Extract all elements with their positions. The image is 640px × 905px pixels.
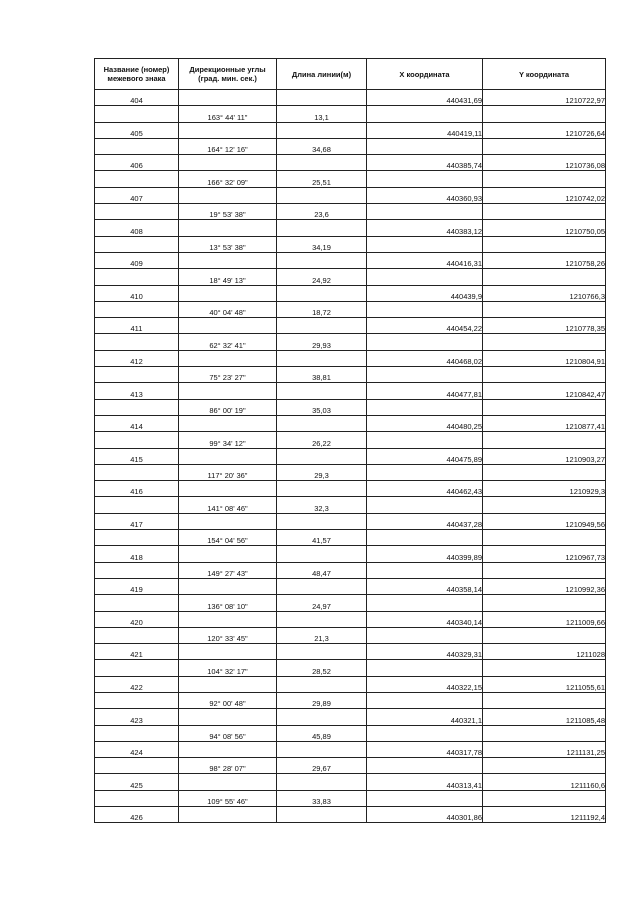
cell-line-length: 24,97 <box>277 595 367 611</box>
cell-point-name <box>95 171 179 187</box>
cell-direction-angle: 86° 00' 19" <box>179 399 277 415</box>
table-row <box>95 318 606 334</box>
cell-direction-angle: 19° 53' 38" <box>179 204 277 220</box>
table-row <box>95 252 606 268</box>
cell-line-length: 34,68 <box>277 138 367 154</box>
cell-direction-angle: 92° 00' 48" <box>179 692 277 708</box>
cell-point-name <box>95 464 179 480</box>
table-row <box>95 269 606 285</box>
table-row <box>95 595 606 611</box>
cell-x-coordinate <box>367 399 483 415</box>
cell-y-coordinate: 1210903,27 <box>483 448 606 464</box>
cell-x-coordinate: 440313,41 <box>367 774 483 790</box>
cell-x-coordinate: 440419,11 <box>367 122 483 138</box>
cell-y-coordinate <box>483 334 606 350</box>
cell-x-coordinate <box>367 725 483 741</box>
cell-line-length <box>277 415 367 431</box>
table-row <box>95 741 606 757</box>
table-row <box>95 236 606 252</box>
cell-point-name: 426 <box>95 807 179 823</box>
cell-point-name: 420 <box>95 611 179 627</box>
cell-direction-angle: 120° 33' 45" <box>179 627 277 643</box>
cell-line-length: 34,19 <box>277 236 367 252</box>
cell-x-coordinate <box>367 236 483 252</box>
cell-point-name <box>95 106 179 122</box>
cell-x-coordinate <box>367 171 483 187</box>
coordinates-table <box>94 58 606 823</box>
cell-y-coordinate <box>483 432 606 448</box>
cell-y-coordinate: 1210842,47 <box>483 383 606 399</box>
cell-direction-angle <box>179 350 277 366</box>
cell-x-coordinate: 440322,15 <box>367 676 483 692</box>
cell-direction-angle <box>179 741 277 757</box>
table-row <box>95 676 606 692</box>
cell-x-coordinate: 440480,25 <box>367 415 483 431</box>
cell-direction-angle <box>179 285 277 301</box>
cell-y-coordinate: 1210742,02 <box>483 187 606 203</box>
cell-y-coordinate: 1211131,25 <box>483 741 606 757</box>
cell-line-length: 35,03 <box>277 399 367 415</box>
cell-point-name <box>95 301 179 317</box>
cell-direction-angle <box>179 415 277 431</box>
cell-y-coordinate <box>483 171 606 187</box>
cell-y-coordinate <box>483 562 606 578</box>
cell-line-length: 25,51 <box>277 171 367 187</box>
cell-direction-angle <box>179 481 277 497</box>
cell-direction-angle: 163° 44' 11" <box>179 106 277 122</box>
cell-y-coordinate <box>483 627 606 643</box>
cell-direction-angle <box>179 383 277 399</box>
cell-line-length: 29,93 <box>277 334 367 350</box>
cell-x-coordinate: 440462,43 <box>367 481 483 497</box>
cell-y-coordinate <box>483 236 606 252</box>
cell-y-coordinate <box>483 758 606 774</box>
cell-y-coordinate: 1210804,91 <box>483 350 606 366</box>
cell-y-coordinate <box>483 301 606 317</box>
cell-y-coordinate <box>483 204 606 220</box>
cell-x-coordinate: 440383,12 <box>367 220 483 236</box>
table-row <box>95 644 606 660</box>
cell-y-coordinate <box>483 399 606 415</box>
header-angle: Дирекционные углы (град. мин. сек.) <box>179 59 277 90</box>
cell-x-coordinate: 440329,31 <box>367 644 483 660</box>
cell-direction-angle: 141° 08' 46" <box>179 497 277 513</box>
cell-x-coordinate <box>367 138 483 154</box>
cell-direction-angle <box>179 546 277 562</box>
cell-direction-angle: 109° 55' 46" <box>179 790 277 806</box>
cell-point-name: 421 <box>95 644 179 660</box>
cell-line-length: 41,57 <box>277 530 367 546</box>
cell-y-coordinate <box>483 138 606 154</box>
cell-line-length <box>277 90 367 106</box>
cell-point-name <box>95 790 179 806</box>
cell-direction-angle <box>179 578 277 594</box>
cell-direction-angle: 18° 49' 13" <box>179 269 277 285</box>
cell-line-length <box>277 774 367 790</box>
cell-direction-angle <box>179 90 277 106</box>
cell-point-name <box>95 334 179 350</box>
cell-line-length <box>277 676 367 692</box>
cell-direction-angle: 62° 32' 41" <box>179 334 277 350</box>
cell-x-coordinate: 440301,86 <box>367 807 483 823</box>
cell-y-coordinate: 1210766,3 <box>483 285 606 301</box>
cell-y-coordinate: 1210722,97 <box>483 90 606 106</box>
cell-line-length <box>277 350 367 366</box>
cell-point-name: 414 <box>95 415 179 431</box>
table-row <box>95 367 606 383</box>
cell-line-length <box>277 513 367 529</box>
cell-y-coordinate: 1211009,66 <box>483 611 606 627</box>
cell-line-length: 29,3 <box>277 464 367 480</box>
cell-line-length: 28,52 <box>277 660 367 676</box>
cell-line-length: 48,47 <box>277 562 367 578</box>
table-row <box>95 415 606 431</box>
cell-point-name: 406 <box>95 155 179 171</box>
cell-x-coordinate <box>367 627 483 643</box>
cell-y-coordinate: 1211028 <box>483 644 606 660</box>
table-row <box>95 220 606 236</box>
cell-point-name: 418 <box>95 546 179 562</box>
cell-y-coordinate <box>483 269 606 285</box>
cell-line-length: 24,92 <box>277 269 367 285</box>
cell-x-coordinate: 440358,14 <box>367 578 483 594</box>
table-row <box>95 448 606 464</box>
cell-y-coordinate <box>483 660 606 676</box>
cell-line-length <box>277 578 367 594</box>
cell-x-coordinate <box>367 106 483 122</box>
cell-y-coordinate: 1210736,08 <box>483 155 606 171</box>
table-row <box>95 807 606 823</box>
cell-point-name: 412 <box>95 350 179 366</box>
table-row <box>95 334 606 350</box>
cell-direction-angle: 136° 08' 10" <box>179 595 277 611</box>
cell-y-coordinate <box>483 595 606 611</box>
cell-x-coordinate: 440468,02 <box>367 350 483 366</box>
cell-line-length <box>277 481 367 497</box>
cell-x-coordinate: 440317,78 <box>367 741 483 757</box>
cell-y-coordinate <box>483 464 606 480</box>
cell-x-coordinate: 440439,9 <box>367 285 483 301</box>
cell-y-coordinate: 1210778,35 <box>483 318 606 334</box>
table-row <box>95 301 606 317</box>
cell-line-length: 33,83 <box>277 790 367 806</box>
cell-line-length: 23,6 <box>277 204 367 220</box>
table-row <box>95 122 606 138</box>
cell-point-name: 407 <box>95 187 179 203</box>
cell-x-coordinate <box>367 595 483 611</box>
table-row <box>95 578 606 594</box>
table-row <box>95 350 606 366</box>
cell-x-coordinate: 440475,89 <box>367 448 483 464</box>
cell-direction-angle: 104° 32' 17" <box>179 660 277 676</box>
cell-x-coordinate <box>367 301 483 317</box>
cell-direction-angle <box>179 122 277 138</box>
cell-x-coordinate <box>367 367 483 383</box>
cell-direction-angle <box>179 774 277 790</box>
cell-direction-angle: 149° 27' 43" <box>179 562 277 578</box>
cell-direction-angle: 98° 28' 07" <box>179 758 277 774</box>
cell-line-length <box>277 285 367 301</box>
cell-x-coordinate: 440437,28 <box>367 513 483 529</box>
cell-point-name: 422 <box>95 676 179 692</box>
cell-y-coordinate <box>483 692 606 708</box>
cell-y-coordinate: 1210992,36 <box>483 578 606 594</box>
table-row <box>95 204 606 220</box>
cell-y-coordinate: 1211055,61 <box>483 676 606 692</box>
cell-y-coordinate <box>483 367 606 383</box>
cell-y-coordinate: 1211192,4 <box>483 807 606 823</box>
cell-line-length <box>277 318 367 334</box>
cell-direction-angle <box>179 676 277 692</box>
cell-y-coordinate: 1211085,48 <box>483 709 606 725</box>
table-row <box>95 530 606 546</box>
cell-point-name <box>95 236 179 252</box>
cell-y-coordinate <box>483 106 606 122</box>
cell-x-coordinate <box>367 530 483 546</box>
cell-x-coordinate: 440454,22 <box>367 318 483 334</box>
table-row <box>95 138 606 154</box>
header-length: Длина линии(м) <box>277 59 367 90</box>
cell-direction-angle: 40° 04' 48" <box>179 301 277 317</box>
cell-point-name <box>95 367 179 383</box>
cell-y-coordinate: 1211160,6 <box>483 774 606 790</box>
cell-line-length <box>277 709 367 725</box>
table-row <box>95 546 606 562</box>
cell-x-coordinate <box>367 758 483 774</box>
table-row <box>95 562 606 578</box>
cell-point-name: 419 <box>95 578 179 594</box>
cell-line-length: 29,89 <box>277 692 367 708</box>
header-name: Название (номер) межевого знака <box>95 59 179 90</box>
cell-x-coordinate <box>367 692 483 708</box>
cell-direction-angle <box>179 220 277 236</box>
cell-line-length: 13,1 <box>277 106 367 122</box>
cell-point-name: 408 <box>95 220 179 236</box>
cell-x-coordinate: 440321,1 <box>367 709 483 725</box>
cell-y-coordinate: 1210929,3 <box>483 481 606 497</box>
cell-direction-angle: 99° 34' 12" <box>179 432 277 448</box>
table-row <box>95 660 606 676</box>
cell-line-length: 29,67 <box>277 758 367 774</box>
cell-y-coordinate: 1210949,56 <box>483 513 606 529</box>
cell-point-name <box>95 497 179 513</box>
cell-y-coordinate: 1210758,26 <box>483 252 606 268</box>
cell-point-name: 410 <box>95 285 179 301</box>
cell-line-length <box>277 448 367 464</box>
cell-point-name: 409 <box>95 252 179 268</box>
cell-line-length <box>277 187 367 203</box>
cell-direction-angle: 164° 12' 16" <box>179 138 277 154</box>
cell-point-name: 417 <box>95 513 179 529</box>
cell-point-name <box>95 204 179 220</box>
cell-point-name: 415 <box>95 448 179 464</box>
cell-direction-angle <box>179 611 277 627</box>
cell-point-name <box>95 399 179 415</box>
cell-line-length <box>277 644 367 660</box>
cell-direction-angle <box>179 644 277 660</box>
cell-line-length <box>277 611 367 627</box>
cell-line-length <box>277 546 367 562</box>
table-body <box>95 90 606 823</box>
cell-x-coordinate: 440340,14 <box>367 611 483 627</box>
cell-direction-angle <box>179 252 277 268</box>
cell-line-length: 21,3 <box>277 627 367 643</box>
table-row <box>95 383 606 399</box>
table-row <box>95 758 606 774</box>
cell-y-coordinate <box>483 530 606 546</box>
table-row <box>95 90 606 106</box>
cell-line-length: 32,3 <box>277 497 367 513</box>
cell-x-coordinate: 440416,31 <box>367 252 483 268</box>
cell-point-name: 404 <box>95 90 179 106</box>
table-row <box>95 399 606 415</box>
table-row <box>95 513 606 529</box>
cell-direction-angle <box>179 807 277 823</box>
table-row <box>95 774 606 790</box>
cell-x-coordinate <box>367 204 483 220</box>
cell-x-coordinate <box>367 269 483 285</box>
cell-x-coordinate <box>367 497 483 513</box>
cell-direction-angle: 13° 53' 38" <box>179 236 277 252</box>
table-row <box>95 187 606 203</box>
cell-line-length: 45,89 <box>277 725 367 741</box>
header-y: Y координата <box>483 59 606 90</box>
cell-point-name <box>95 530 179 546</box>
header-x: X координата <box>367 59 483 90</box>
cell-x-coordinate: 440360,93 <box>367 187 483 203</box>
cell-point-name <box>95 758 179 774</box>
cell-direction-angle: 94° 08' 56" <box>179 725 277 741</box>
cell-x-coordinate <box>367 432 483 448</box>
cell-point-name: 411 <box>95 318 179 334</box>
cell-line-length <box>277 155 367 171</box>
cell-point-name <box>95 562 179 578</box>
cell-point-name <box>95 660 179 676</box>
cell-line-length <box>277 741 367 757</box>
table-row <box>95 285 606 301</box>
cell-y-coordinate <box>483 790 606 806</box>
cell-point-name <box>95 692 179 708</box>
cell-line-length: 18,72 <box>277 301 367 317</box>
cell-direction-angle <box>179 448 277 464</box>
cell-point-name <box>95 269 179 285</box>
cell-line-length <box>277 807 367 823</box>
cell-x-coordinate <box>367 790 483 806</box>
table-row <box>95 692 606 708</box>
cell-y-coordinate: 1210877,41 <box>483 415 606 431</box>
table-row <box>95 432 606 448</box>
cell-line-length <box>277 220 367 236</box>
cell-point-name: 416 <box>95 481 179 497</box>
cell-point-name <box>95 432 179 448</box>
table-row <box>95 611 606 627</box>
cell-direction-angle <box>179 513 277 529</box>
cell-direction-angle: 75° 23' 27" <box>179 367 277 383</box>
cell-y-coordinate <box>483 725 606 741</box>
table-row <box>95 627 606 643</box>
cell-point-name: 423 <box>95 709 179 725</box>
cell-point-name: 413 <box>95 383 179 399</box>
cell-direction-angle <box>179 709 277 725</box>
cell-x-coordinate: 440431,69 <box>367 90 483 106</box>
table-row <box>95 725 606 741</box>
cell-y-coordinate <box>483 497 606 513</box>
cell-x-coordinate: 440477,81 <box>367 383 483 399</box>
cell-line-length <box>277 383 367 399</box>
table-row <box>95 790 606 806</box>
cell-direction-angle: 166° 32' 09" <box>179 171 277 187</box>
table-row <box>95 497 606 513</box>
cell-x-coordinate <box>367 334 483 350</box>
cell-point-name <box>95 725 179 741</box>
cell-x-coordinate <box>367 660 483 676</box>
cell-point-name: 405 <box>95 122 179 138</box>
table-row <box>95 464 606 480</box>
cell-x-coordinate: 440399,89 <box>367 546 483 562</box>
table-row <box>95 155 606 171</box>
table-row <box>95 709 606 725</box>
cell-line-length: 38,81 <box>277 367 367 383</box>
cell-direction-angle <box>179 187 277 203</box>
table-row <box>95 171 606 187</box>
cell-x-coordinate <box>367 562 483 578</box>
cell-line-length: 26,22 <box>277 432 367 448</box>
table-row <box>95 481 606 497</box>
cell-y-coordinate: 1210750,05 <box>483 220 606 236</box>
cell-direction-angle: 154° 04' 56" <box>179 530 277 546</box>
cell-line-length <box>277 122 367 138</box>
table-row <box>95 106 606 122</box>
cell-point-name <box>95 595 179 611</box>
cell-x-coordinate <box>367 464 483 480</box>
cell-direction-angle: 117° 20' 36" <box>179 464 277 480</box>
cell-point-name <box>95 627 179 643</box>
cell-direction-angle <box>179 318 277 334</box>
cell-point-name: 424 <box>95 741 179 757</box>
cell-point-name: 425 <box>95 774 179 790</box>
cell-line-length <box>277 252 367 268</box>
table-header-row <box>95 59 606 90</box>
cell-direction-angle <box>179 155 277 171</box>
cell-y-coordinate: 1210726,64 <box>483 122 606 138</box>
cell-point-name <box>95 138 179 154</box>
cell-x-coordinate: 440385,74 <box>367 155 483 171</box>
cell-y-coordinate: 1210967,73 <box>483 546 606 562</box>
